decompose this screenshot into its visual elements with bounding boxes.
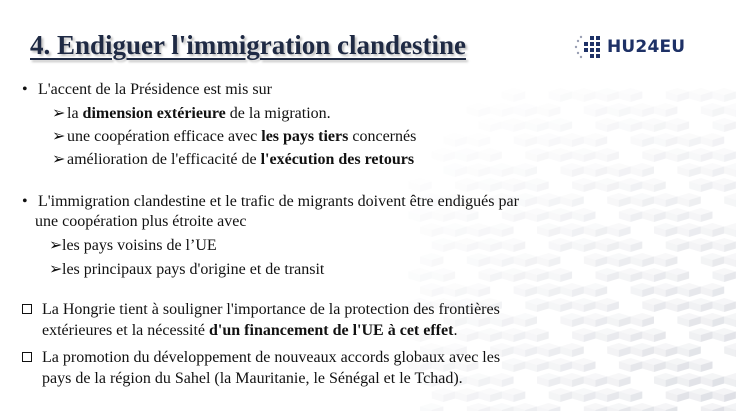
subitem-origin-transit-countries: ➢les principaux pays d'origine et de transit: [49, 261, 325, 278]
bullet-sahel-agreements: [22, 348, 37, 367]
arrow-icon: ➢: [52, 105, 66, 122]
arrow-icon: ➢: [52, 151, 66, 168]
bullet-text: L'immigration clandestine et le trafic de migrants doivent être endigués par: [38, 193, 519, 210]
bullet-presidency-focus: [22, 80, 272, 99]
subitem-third-countries: ➢une coopération efficace avec les pays tiers concernés: [52, 128, 417, 145]
bullet-illegal-immigration: [22, 192, 519, 211]
bullet-border-protection-cont: extérieures et la nécessité d'un financement de l'UE à cet effet.: [42, 322, 458, 339]
bullet-dot: •: [22, 193, 28, 210]
arrow-icon: ➢: [49, 237, 63, 254]
slide-title: 4. Endiguer l'immigration clandestine: [30, 30, 467, 60]
hungary-presidency-logo-icon: [574, 34, 604, 60]
checkbox-square-icon: [22, 352, 32, 362]
arrow-icon: ➢: [52, 128, 66, 145]
logo-text: HU24EU: [607, 37, 686, 57]
bullet-text: L'accent de la Présidence est mis sur: [38, 81, 272, 98]
bullet-border-protection: [22, 300, 37, 319]
presidency-logo: [574, 34, 685, 60]
bullet-border-protection-text: La Hongrie tient à souligner l'importance de la protection des frontières: [42, 301, 500, 318]
bullet-dot: •: [22, 81, 28, 98]
arrow-icon: ➢: [49, 261, 63, 278]
subitem-neighbouring-countries: ➢les pays voisins de l’UE: [49, 237, 217, 254]
checkbox-square-icon: [22, 304, 32, 314]
subitem-returns: ➢amélioration de l'efficacité de l'exécution des retours: [52, 151, 415, 168]
bullet-sahel-agreements-cont: pays de la région du Sahel (la Mauritanie, le Sénégal et le Tchad).: [42, 370, 463, 387]
subitem-external-dimension: ➢la dimension extérieure de la migration.: [52, 105, 331, 122]
bullet-illegal-immigration-cont: une coopération plus étroite avec: [35, 213, 247, 230]
bullet-sahel-agreements-text: La promotion du développement de nouveaux accords globaux avec les: [42, 349, 501, 366]
